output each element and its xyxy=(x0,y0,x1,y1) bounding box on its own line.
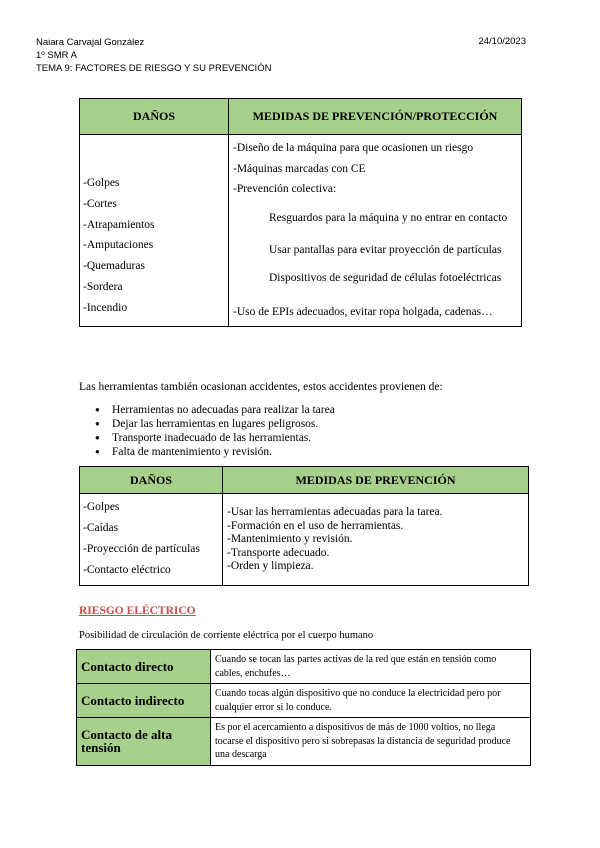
list-item: ● Herramientas no adecuadas para realizar la tarea xyxy=(95,403,335,417)
damage-item: -Sordera xyxy=(83,280,123,293)
contact-type-description: Cuando tocas algún dispositivo que no conduce la electricidad pero por cualquier error si lo conduce. xyxy=(211,684,531,718)
sub-measure xyxy=(251,200,517,236)
list-item: ● Dejar las herramientas en lugares peligrosos. xyxy=(95,417,335,431)
damage-item: -Atrapamientos xyxy=(83,218,155,231)
sub-measure-text: Usar pantallas para evitar proyección de partículas xyxy=(269,243,502,256)
damage-item: -Cortes xyxy=(83,197,117,210)
contact-type-label: Contacto de alta tensión xyxy=(77,718,211,766)
table-row xyxy=(77,684,531,718)
table-row xyxy=(77,718,531,766)
measure-item: -Mantenimiento y revisión. xyxy=(227,533,353,545)
damage-item: -Incendio xyxy=(83,301,128,314)
contact-type-description: Cuando se tocan las partes activas de la red que están en tensión como cables, enchufes… xyxy=(211,650,531,684)
list-item: ● Falta de mantenimiento y revisión. xyxy=(95,445,335,459)
section-description: Posibilidad de circulación de corriente eléctrica por el cuerpo humano xyxy=(79,630,374,641)
tools-causes-list xyxy=(95,403,335,459)
measure-item: -Transporte adecuado. xyxy=(227,546,330,559)
tools-intro: Las herramientas también ocasionan accidentes, estos accidentes provienen de: xyxy=(79,381,443,393)
table-row xyxy=(77,650,531,684)
list-item: ● Transporte inadecuado de las herramientas. xyxy=(95,431,335,445)
contact-type-description: Es por el acercamiento a dispositivos de más de 1000 voltios, no llega tocarse el dispositivo pero si sobrepasas la distancia de seguridad produce una descarga xyxy=(211,718,531,766)
contact-type-label: Contacto directo xyxy=(77,650,211,684)
damages-header: DAÑOS xyxy=(80,467,223,494)
sub-measure xyxy=(251,236,517,264)
damage-item: -Golpes xyxy=(83,501,120,513)
damages-cell xyxy=(80,494,223,586)
damage-item: -Proyección de partículas xyxy=(83,543,200,555)
course-label: 1º SMR A xyxy=(36,50,77,61)
tools-risk-table xyxy=(79,466,529,586)
machines-risk-table xyxy=(79,98,522,327)
measures-cell xyxy=(229,135,522,327)
measures-header: MEDIDAS DE PREVENCIÓN/PROTECCIÓN xyxy=(229,99,522,135)
damages-cell xyxy=(80,135,229,327)
measure-item: -Diseño de la máquina para que ocasionen un riesgo xyxy=(233,142,474,154)
damage-item: -Caídas xyxy=(83,522,119,534)
damage-item: -Quemaduras xyxy=(83,260,145,273)
measure-item: -Orden y limpieza. xyxy=(227,560,314,572)
damages-header: DAÑOS xyxy=(80,99,229,135)
section-title: RIESGO ELÉCTRICO xyxy=(79,605,196,617)
measures-header: MEDIDAS DE PREVENCIÓN xyxy=(223,467,529,494)
damage-item: -Contacto eléctrico xyxy=(83,564,171,576)
measure-item: -Uso de EPIs adecuados, evitar ropa holgada, cadenas… xyxy=(233,305,493,318)
damage-item: -Amputaciones xyxy=(83,239,154,252)
sub-measure xyxy=(251,264,517,292)
contact-type-label: Contacto indirecto xyxy=(77,684,211,718)
sub-measure-text: Dispositivos de seguridad de células fotoeléctricas xyxy=(269,271,502,284)
measure-item: -Usar las herramientas adecuadas para la tarea. xyxy=(227,506,443,518)
document-header xyxy=(36,36,271,75)
measure-item: -Máquinas marcadas con CE xyxy=(233,162,366,175)
author-name: Naiara Carvajal González xyxy=(36,37,145,48)
measure-item: -Prevención colectiva: xyxy=(233,183,337,195)
topic-title: TEMA 9: FACTORES DE RIESGO Y SU PREVENCIÓN xyxy=(36,63,272,74)
measures-cell xyxy=(223,494,529,586)
document-date: 24/10/2023 xyxy=(478,36,526,47)
damage-item: -Golpes xyxy=(83,177,120,189)
measure-item: -Formación en el uso de herramientas. xyxy=(227,519,404,532)
sub-measure-text: Resguardos para la máquina y no entrar en contacto xyxy=(269,211,508,224)
electric-contact-table xyxy=(76,649,531,766)
